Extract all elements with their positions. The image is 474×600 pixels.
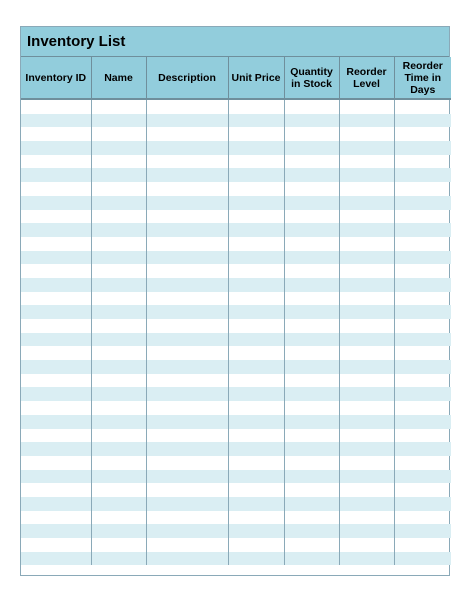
table-cell[interactable]	[21, 264, 91, 278]
table-cell[interactable]	[339, 333, 394, 347]
table-cell[interactable]	[284, 196, 339, 210]
table-cell[interactable]	[146, 374, 228, 388]
table-cell[interactable]	[394, 114, 451, 128]
table-cell[interactable]	[21, 127, 91, 141]
table-cell[interactable]	[284, 319, 339, 333]
table-cell[interactable]	[21, 401, 91, 415]
table-cell[interactable]	[146, 511, 228, 525]
table-cell[interactable]	[284, 182, 339, 196]
table-row	[21, 127, 451, 141]
table-cell[interactable]	[91, 114, 146, 128]
table-cell[interactable]	[146, 155, 228, 169]
table-cell[interactable]	[284, 387, 339, 401]
table-cell[interactable]	[91, 223, 146, 237]
table-cell[interactable]	[21, 538, 91, 552]
table-cell[interactable]	[91, 346, 146, 360]
table-cell[interactable]	[339, 237, 394, 251]
table-cell[interactable]	[21, 114, 91, 128]
table-cell[interactable]	[21, 360, 91, 374]
table-cell[interactable]	[228, 483, 284, 497]
table-cell[interactable]	[284, 210, 339, 224]
table-cell[interactable]	[146, 251, 228, 265]
table-cell[interactable]	[91, 524, 146, 538]
table-cell[interactable]	[339, 470, 394, 484]
column-header-description: Description	[146, 57, 228, 99]
table-cell[interactable]	[228, 319, 284, 333]
table-cell[interactable]	[21, 387, 91, 401]
table-cell[interactable]	[91, 141, 146, 155]
table-cell[interactable]	[339, 292, 394, 306]
table-cell[interactable]	[21, 196, 91, 210]
table-row	[21, 319, 451, 333]
table-cell[interactable]	[228, 155, 284, 169]
table-cell[interactable]	[339, 155, 394, 169]
table-cell[interactable]	[394, 251, 451, 265]
table-cell[interactable]	[91, 292, 146, 306]
table-cell[interactable]	[21, 210, 91, 224]
table-cell[interactable]	[228, 292, 284, 306]
table-cell[interactable]	[91, 305, 146, 319]
table-cell[interactable]	[146, 415, 228, 429]
table-cell[interactable]	[228, 278, 284, 292]
table-cell[interactable]	[91, 415, 146, 429]
table-row	[21, 429, 451, 443]
table-cell[interactable]	[339, 319, 394, 333]
table-cell[interactable]	[394, 346, 451, 360]
table-cell[interactable]	[146, 346, 228, 360]
table-cell[interactable]	[339, 346, 394, 360]
table-row	[21, 470, 451, 484]
table-cell[interactable]	[228, 182, 284, 196]
table-cell[interactable]	[146, 319, 228, 333]
table-cell[interactable]	[228, 237, 284, 251]
table-cell[interactable]	[394, 552, 451, 566]
table-cell[interactable]	[394, 182, 451, 196]
table-cell[interactable]	[339, 305, 394, 319]
table-row	[21, 538, 451, 552]
table-cell[interactable]	[21, 429, 91, 443]
table-cell[interactable]	[91, 182, 146, 196]
table-cell[interactable]	[21, 552, 91, 566]
table-cell[interactable]	[146, 210, 228, 224]
table-cell[interactable]	[228, 552, 284, 566]
table-cell[interactable]	[339, 264, 394, 278]
table-cell[interactable]	[91, 278, 146, 292]
table-cell[interactable]	[394, 360, 451, 374]
table-cell[interactable]	[91, 237, 146, 251]
table-cell[interactable]	[146, 470, 228, 484]
table-cell[interactable]	[21, 483, 91, 497]
table-cell[interactable]	[21, 456, 91, 470]
table-cell[interactable]	[91, 511, 146, 525]
table-cell[interactable]	[339, 223, 394, 237]
table-row	[21, 415, 451, 429]
table-cell[interactable]	[394, 99, 451, 114]
table-cell[interactable]	[394, 497, 451, 511]
table-cell[interactable]	[21, 442, 91, 456]
table-row	[21, 114, 451, 128]
table-row	[21, 442, 451, 456]
table-cell[interactable]	[339, 524, 394, 538]
table-body	[21, 99, 451, 565]
column-header-name: Name	[91, 57, 146, 99]
table-cell[interactable]	[394, 278, 451, 292]
table-cell[interactable]	[91, 470, 146, 484]
header-row	[21, 57, 451, 99]
inventory-sheet	[20, 26, 450, 576]
table-row	[21, 360, 451, 374]
table-cell[interactable]	[339, 401, 394, 415]
table-cell[interactable]	[91, 333, 146, 347]
table-cell[interactable]	[339, 429, 394, 443]
table-cell[interactable]	[284, 524, 339, 538]
table-cell[interactable]	[339, 127, 394, 141]
table-cell[interactable]	[284, 251, 339, 265]
table-cell[interactable]	[146, 99, 228, 114]
table-cell[interactable]	[91, 155, 146, 169]
table-cell[interactable]	[339, 114, 394, 128]
table-cell[interactable]	[146, 182, 228, 196]
table-row	[21, 387, 451, 401]
table-cell[interactable]	[394, 196, 451, 210]
table-cell[interactable]	[228, 210, 284, 224]
table-cell[interactable]	[91, 251, 146, 265]
table-cell[interactable]	[394, 483, 451, 497]
table-row	[21, 210, 451, 224]
table-row	[21, 223, 451, 237]
table-cell[interactable]	[284, 114, 339, 128]
table-cell[interactable]	[21, 278, 91, 292]
table-row	[21, 552, 451, 566]
table-cell[interactable]	[394, 223, 451, 237]
table-cell[interactable]	[146, 538, 228, 552]
table-cell[interactable]	[339, 387, 394, 401]
table-cell[interactable]	[21, 237, 91, 251]
table-cell[interactable]	[91, 127, 146, 141]
table-cell[interactable]	[91, 387, 146, 401]
table-cell[interactable]	[339, 360, 394, 374]
table-cell[interactable]	[394, 429, 451, 443]
table-cell[interactable]	[284, 223, 339, 237]
table-cell[interactable]	[21, 305, 91, 319]
table-cell[interactable]	[284, 374, 339, 388]
table-cell[interactable]	[91, 497, 146, 511]
column-header-unit-price: Unit Price	[228, 57, 284, 99]
table-row	[21, 483, 451, 497]
table-cell[interactable]	[146, 552, 228, 566]
table-cell[interactable]	[284, 168, 339, 182]
table-cell[interactable]	[146, 524, 228, 538]
table-cell[interactable]	[228, 127, 284, 141]
table-cell[interactable]	[394, 141, 451, 155]
table-cell[interactable]	[21, 223, 91, 237]
table-cell[interactable]	[228, 374, 284, 388]
table-cell[interactable]	[394, 168, 451, 182]
table-cell[interactable]	[339, 538, 394, 552]
inventory-table	[21, 57, 451, 565]
table-cell[interactable]	[21, 141, 91, 155]
table-cell[interactable]	[146, 333, 228, 347]
table-row	[21, 305, 451, 319]
table-cell[interactable]	[91, 538, 146, 552]
table-cell[interactable]	[91, 196, 146, 210]
table-cell[interactable]	[146, 387, 228, 401]
table-cell[interactable]	[146, 141, 228, 155]
table-cell[interactable]	[339, 182, 394, 196]
table-cell[interactable]	[91, 552, 146, 566]
table-cell[interactable]	[284, 360, 339, 374]
table-cell[interactable]	[228, 470, 284, 484]
table-cell[interactable]	[228, 387, 284, 401]
table-cell[interactable]	[284, 401, 339, 415]
table-cell[interactable]	[339, 99, 394, 114]
table-cell[interactable]	[394, 538, 451, 552]
table-row	[21, 168, 451, 182]
table-row	[21, 182, 451, 196]
table-cell[interactable]	[284, 511, 339, 525]
table-cell[interactable]	[394, 374, 451, 388]
table-row	[21, 141, 451, 155]
table-cell[interactable]	[228, 99, 284, 114]
table-cell[interactable]	[91, 374, 146, 388]
table-cell[interactable]	[21, 470, 91, 484]
table-cell[interactable]	[91, 319, 146, 333]
table-cell[interactable]	[146, 429, 228, 443]
table-cell[interactable]	[21, 182, 91, 196]
table-cell[interactable]	[394, 237, 451, 251]
table-cell[interactable]	[91, 429, 146, 443]
table-cell[interactable]	[284, 333, 339, 347]
table-cell[interactable]	[91, 168, 146, 182]
table-row	[21, 237, 451, 251]
table-cell[interactable]	[21, 168, 91, 182]
table-cell[interactable]	[284, 470, 339, 484]
table-cell[interactable]	[284, 155, 339, 169]
table-cell[interactable]	[339, 278, 394, 292]
table-cell[interactable]	[21, 374, 91, 388]
table-cell[interactable]	[394, 210, 451, 224]
table-cell[interactable]	[284, 429, 339, 443]
table-row	[21, 401, 451, 415]
table-cell[interactable]	[146, 456, 228, 470]
column-header-reorder-time: Reorder Time in Days	[394, 57, 451, 99]
table-cell[interactable]	[228, 360, 284, 374]
table-cell[interactable]	[228, 497, 284, 511]
table-row	[21, 155, 451, 169]
table-row	[21, 99, 451, 114]
table-cell[interactable]	[284, 346, 339, 360]
table-cell[interactable]	[394, 442, 451, 456]
table-cell[interactable]	[284, 99, 339, 114]
table-cell[interactable]	[394, 319, 451, 333]
table-cell[interactable]	[91, 264, 146, 278]
table-cell[interactable]	[284, 497, 339, 511]
table-cell[interactable]	[228, 401, 284, 415]
table-row	[21, 292, 451, 306]
table-row	[21, 374, 451, 388]
table-cell[interactable]	[91, 401, 146, 415]
table-row	[21, 278, 451, 292]
table-cell[interactable]	[21, 497, 91, 511]
table-cell[interactable]	[21, 99, 91, 114]
table-cell[interactable]	[21, 333, 91, 347]
table-cell[interactable]	[228, 305, 284, 319]
table-cell[interactable]	[339, 456, 394, 470]
table-cell[interactable]	[339, 415, 394, 429]
table-cell[interactable]	[91, 360, 146, 374]
table-cell[interactable]	[228, 333, 284, 347]
table-cell[interactable]	[228, 524, 284, 538]
table-cell[interactable]	[146, 278, 228, 292]
table-cell[interactable]	[394, 155, 451, 169]
table-cell[interactable]	[228, 114, 284, 128]
table-cell[interactable]	[339, 251, 394, 265]
table-cell[interactable]	[146, 127, 228, 141]
table-cell[interactable]	[339, 552, 394, 566]
table-cell[interactable]	[21, 251, 91, 265]
table-cell[interactable]	[228, 538, 284, 552]
table-cell[interactable]	[146, 442, 228, 456]
table-cell[interactable]	[146, 292, 228, 306]
table-cell[interactable]	[339, 483, 394, 497]
table-cell[interactable]	[146, 497, 228, 511]
table-cell[interactable]	[284, 264, 339, 278]
table-row	[21, 511, 451, 525]
table-cell[interactable]	[339, 196, 394, 210]
table-cell[interactable]	[146, 196, 228, 210]
table-cell[interactable]	[146, 237, 228, 251]
table-cell[interactable]	[91, 456, 146, 470]
table-cell[interactable]	[146, 223, 228, 237]
table-cell[interactable]	[228, 346, 284, 360]
table-cell[interactable]	[394, 292, 451, 306]
table-cell[interactable]	[146, 168, 228, 182]
column-header-reorder-level: Reorder Level	[339, 57, 394, 99]
table-cell[interactable]	[394, 511, 451, 525]
table-cell[interactable]	[394, 415, 451, 429]
table-cell[interactable]	[339, 374, 394, 388]
table-cell[interactable]	[284, 278, 339, 292]
table-cell[interactable]	[228, 442, 284, 456]
table-cell[interactable]	[394, 305, 451, 319]
table-cell[interactable]	[146, 401, 228, 415]
table-cell[interactable]	[228, 511, 284, 525]
table-cell[interactable]	[394, 524, 451, 538]
table-cell[interactable]	[91, 483, 146, 497]
table-cell[interactable]	[228, 223, 284, 237]
table-row	[21, 333, 451, 347]
table-cell[interactable]	[339, 511, 394, 525]
table-cell[interactable]	[284, 415, 339, 429]
table-cell[interactable]	[394, 264, 451, 278]
table-cell[interactable]	[394, 470, 451, 484]
table-row	[21, 264, 451, 278]
table-cell[interactable]	[146, 483, 228, 497]
table-cell[interactable]	[91, 210, 146, 224]
table-cell[interactable]	[394, 127, 451, 141]
table-cell[interactable]	[21, 511, 91, 525]
table-row	[21, 251, 451, 265]
table-row	[21, 497, 451, 511]
table-cell[interactable]	[228, 456, 284, 470]
table-row	[21, 196, 451, 210]
table-cell[interactable]	[284, 456, 339, 470]
table-cell[interactable]	[394, 401, 451, 415]
table-cell[interactable]	[394, 387, 451, 401]
table-cell[interactable]	[21, 346, 91, 360]
table-cell[interactable]	[284, 305, 339, 319]
table-cell[interactable]	[21, 524, 91, 538]
table-cell[interactable]	[21, 319, 91, 333]
table-cell[interactable]	[21, 155, 91, 169]
table-cell[interactable]	[91, 442, 146, 456]
title-bar	[21, 27, 449, 57]
table-cell[interactable]	[339, 442, 394, 456]
table-cell[interactable]	[394, 333, 451, 347]
table-row	[21, 456, 451, 470]
table-cell[interactable]	[339, 210, 394, 224]
page-title: Inventory List	[27, 33, 126, 50]
table-row	[21, 346, 451, 360]
table-cell[interactable]	[228, 415, 284, 429]
table-cell[interactable]	[91, 99, 146, 114]
table-cell[interactable]	[228, 168, 284, 182]
table-cell[interactable]	[284, 538, 339, 552]
table-cell[interactable]	[146, 360, 228, 374]
table-cell[interactable]	[339, 497, 394, 511]
column-header-inventory-id: Inventory ID	[21, 57, 91, 99]
table-cell[interactable]	[21, 415, 91, 429]
table-cell[interactable]	[146, 114, 228, 128]
table-cell[interactable]	[339, 168, 394, 182]
table-cell[interactable]	[284, 141, 339, 155]
table-row	[21, 524, 451, 538]
table-cell[interactable]	[21, 292, 91, 306]
table-cell[interactable]	[284, 127, 339, 141]
table-cell[interactable]	[394, 456, 451, 470]
table-cell[interactable]	[228, 429, 284, 443]
table-cell[interactable]	[284, 483, 339, 497]
table-cell[interactable]	[228, 264, 284, 278]
table-cell[interactable]	[284, 237, 339, 251]
table-cell[interactable]	[228, 141, 284, 155]
table-cell[interactable]	[228, 251, 284, 265]
table-cell[interactable]	[146, 264, 228, 278]
table-cell[interactable]	[284, 292, 339, 306]
table-cell[interactable]	[146, 305, 228, 319]
table-cell[interactable]	[284, 442, 339, 456]
table-cell[interactable]	[284, 552, 339, 566]
table-cell[interactable]	[228, 196, 284, 210]
column-header-quantity-in-stock: Quantity in Stock	[284, 57, 339, 99]
table-cell[interactable]	[339, 141, 394, 155]
